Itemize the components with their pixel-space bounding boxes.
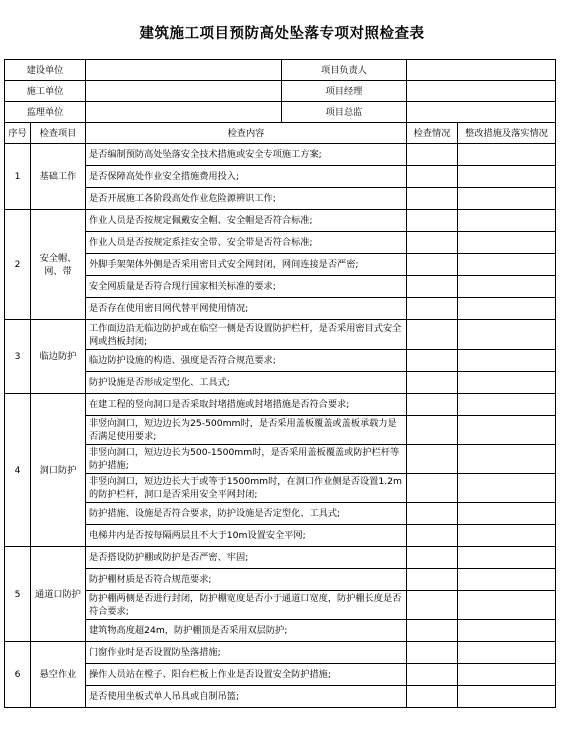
col-header-item: 检查项目 xyxy=(31,123,86,144)
sections-body xyxy=(5,144,556,708)
rectify-cell[interactable] xyxy=(458,474,556,503)
check-content: 电梯井内是否按每隔两层且不大于10m设置安全平网; xyxy=(86,525,407,547)
check-content: 安全网质量是否符合现行国家相关标准的要求; xyxy=(86,276,407,298)
rectify-cell[interactable] xyxy=(458,298,556,320)
check-content: 作业人员是否按规定佩戴安全帽、安全帽是否符合标准; xyxy=(86,210,407,232)
info-value[interactable] xyxy=(86,60,282,81)
info-right-label: 项目负责人 xyxy=(282,60,407,81)
check-content: 是否开展施工各阶段高处作业危险源辨识工作; xyxy=(86,188,407,210)
section-item: 基础工作 xyxy=(31,144,86,210)
info-value[interactable] xyxy=(86,81,282,102)
check-content: 外脚手架架体外侧是否采用密目式安全网封闭，网间连接是否严密; xyxy=(86,254,407,276)
check-content: 临边防护设施的构造、强度是否符合规范要求; xyxy=(86,350,407,372)
check-status-cell[interactable] xyxy=(407,591,458,620)
section-number: 4 xyxy=(5,394,31,547)
check-status-cell[interactable] xyxy=(407,232,458,254)
table-row xyxy=(5,664,556,686)
rectify-cell[interactable] xyxy=(458,569,556,591)
section-number: 2 xyxy=(5,210,31,320)
info-right-value[interactable] xyxy=(407,81,556,102)
rectify-cell[interactable] xyxy=(458,394,556,416)
info-right-value[interactable] xyxy=(407,60,556,81)
page-title: 建筑施工项目预防高处坠落专项对照检查表 xyxy=(139,26,425,42)
table-row xyxy=(5,350,556,372)
info-row xyxy=(5,102,556,123)
table-row xyxy=(5,620,556,642)
table-row xyxy=(5,298,556,320)
section-item: 安全帽、网、带 xyxy=(31,210,86,320)
check-status-cell[interactable] xyxy=(407,686,458,708)
table-row xyxy=(5,642,556,664)
table-row xyxy=(5,569,556,591)
check-status-cell[interactable] xyxy=(407,416,458,445)
section-item: 临边防护 xyxy=(31,320,86,394)
check-status-cell[interactable] xyxy=(407,350,458,372)
table-row xyxy=(5,320,556,350)
info-row xyxy=(5,60,556,81)
info-row xyxy=(5,81,556,102)
rectify-cell[interactable] xyxy=(458,642,556,664)
section-number: 5 xyxy=(5,547,31,642)
check-content: 非竖向洞口，短边边长为25-500mm时，是否采用盖板覆盖或盖板承载力是否满足使用要求; xyxy=(86,416,407,445)
table-row xyxy=(5,547,556,569)
check-status-cell[interactable] xyxy=(407,569,458,591)
col-header-rectify: 整改措施及落实情况 xyxy=(458,123,556,144)
rectify-cell[interactable] xyxy=(458,664,556,686)
check-status-cell[interactable] xyxy=(407,166,458,188)
check-content: 在建工程的竖向洞口是否采取封堵措施或封堵措施是否符合要求; xyxy=(86,394,407,416)
info-right-label: 项目经理 xyxy=(282,81,407,102)
rectify-cell[interactable] xyxy=(458,525,556,547)
rectify-cell[interactable] xyxy=(458,210,556,232)
checklist-table xyxy=(4,59,556,708)
rectify-cell[interactable] xyxy=(458,591,556,620)
rectify-cell[interactable] xyxy=(458,232,556,254)
header-row xyxy=(5,123,556,144)
info-right-value[interactable] xyxy=(407,102,556,123)
check-status-cell[interactable] xyxy=(407,210,458,232)
table-row xyxy=(5,210,556,232)
section-number: 1 xyxy=(5,144,31,210)
table-row xyxy=(5,372,556,394)
check-content: 作业人员是否按规定系挂安全带、安全带是否符合标准; xyxy=(86,232,407,254)
table-row xyxy=(5,503,556,525)
check-status-cell[interactable] xyxy=(407,664,458,686)
check-content: 是否搭设防护棚或防护是否严密、牢固; xyxy=(86,547,407,569)
table-row xyxy=(5,525,556,547)
check-content: 是否使用坐板式单人吊具或自制吊篮; xyxy=(86,686,407,708)
info-label: 建设单位 xyxy=(5,60,86,81)
table-row xyxy=(5,394,556,416)
table-row xyxy=(5,591,556,620)
info-right-label: 项目总监 xyxy=(282,102,407,123)
check-status-cell[interactable] xyxy=(407,188,458,210)
table-row xyxy=(5,254,556,276)
section-number: 3 xyxy=(5,320,31,394)
check-content: 是否保障高处作业安全措施费用投入; xyxy=(86,166,407,188)
col-header-status: 检查情况 xyxy=(407,123,458,144)
check-content: 是否存在使用密目网代替平网使用情况; xyxy=(86,298,407,320)
section-item: 洞口防护 xyxy=(31,394,86,547)
rectify-cell[interactable] xyxy=(458,144,556,166)
rectify-cell[interactable] xyxy=(458,254,556,276)
rectify-cell[interactable] xyxy=(458,320,556,350)
table-row xyxy=(5,686,556,708)
rectify-cell[interactable] xyxy=(458,503,556,525)
rectify-cell[interactable] xyxy=(458,416,556,445)
check-content: 防护设施是否形成定型化、工具式; xyxy=(86,372,407,394)
table-row xyxy=(5,474,556,503)
check-status-cell[interactable] xyxy=(407,320,458,350)
check-status-cell[interactable] xyxy=(407,372,458,394)
check-status-cell[interactable] xyxy=(407,474,458,503)
check-content: 非竖向洞口，短边边长为500-1500mm时，是否采用盖板覆盖或防护栏杆等防护措施; xyxy=(86,445,407,474)
check-status-cell[interactable] xyxy=(407,144,458,166)
check-content: 操作人员站在樘子、阳台栏板上作业是否设置安全防护措施; xyxy=(86,664,407,686)
check-content: 门窗作业时是否设置防坠落措施; xyxy=(86,642,407,664)
table-row xyxy=(5,188,556,210)
check-status-cell[interactable] xyxy=(407,298,458,320)
check-status-cell[interactable] xyxy=(407,525,458,547)
table-row xyxy=(5,144,556,166)
table-row xyxy=(5,166,556,188)
check-status-cell[interactable] xyxy=(407,620,458,642)
rectify-cell[interactable] xyxy=(458,372,556,394)
check-content: 防护棚两侧是否进行封闭，防护棚宽度是否小于通道口宽度，防护棚长度是否符合要求; xyxy=(86,591,407,620)
table-row xyxy=(5,416,556,445)
info-value[interactable] xyxy=(86,102,282,123)
section-item: 悬空作业 xyxy=(31,642,86,708)
table-row xyxy=(5,445,556,474)
section-number: 6 xyxy=(5,642,31,708)
info-label: 监理单位 xyxy=(5,102,86,123)
check-status-cell[interactable] xyxy=(407,254,458,276)
check-status-cell[interactable] xyxy=(407,445,458,474)
rectify-cell[interactable] xyxy=(458,276,556,298)
rectify-cell[interactable] xyxy=(458,547,556,569)
check-content: 防护措施、设施是否符合要求，防护设施是否定型化、工具式; xyxy=(86,503,407,525)
check-status-cell[interactable] xyxy=(407,394,458,416)
check-status-cell[interactable] xyxy=(407,503,458,525)
rectify-cell[interactable] xyxy=(458,686,556,708)
check-status-cell[interactable] xyxy=(407,642,458,664)
table-row xyxy=(5,232,556,254)
section-item: 通道口防护 xyxy=(31,547,86,642)
check-status-cell[interactable] xyxy=(407,547,458,569)
info-label: 施工单位 xyxy=(5,81,86,102)
rectify-cell[interactable] xyxy=(458,350,556,372)
check-content: 非竖向洞口，短边边长大于或等于1500mm时，在洞口作业侧是否设置1.2m的防护栏杆，洞口是否采用安全平网封闭; xyxy=(86,474,407,503)
check-content: 防护棚材质是否符合规范要求; xyxy=(86,569,407,591)
check-status-cell[interactable] xyxy=(407,276,458,298)
col-header-content: 检查内容 xyxy=(86,123,407,144)
rectify-cell[interactable] xyxy=(458,188,556,210)
col-header-no: 序号 xyxy=(5,123,31,144)
rectify-cell[interactable] xyxy=(458,445,556,474)
check-content: 是否编制预防高处坠落安全技术措施或安全专项施工方案; xyxy=(86,144,407,166)
check-content: 工作面边沿无临边防护或在临空一侧是否设置防护栏杆，是否采用密目式安全网或挡板封闭; xyxy=(86,320,407,350)
check-content: 建筑物高度超24m，防护棚顶是否采用双层防护; xyxy=(86,620,407,642)
rectify-cell[interactable] xyxy=(458,166,556,188)
table-row xyxy=(5,276,556,298)
rectify-cell[interactable] xyxy=(458,620,556,642)
